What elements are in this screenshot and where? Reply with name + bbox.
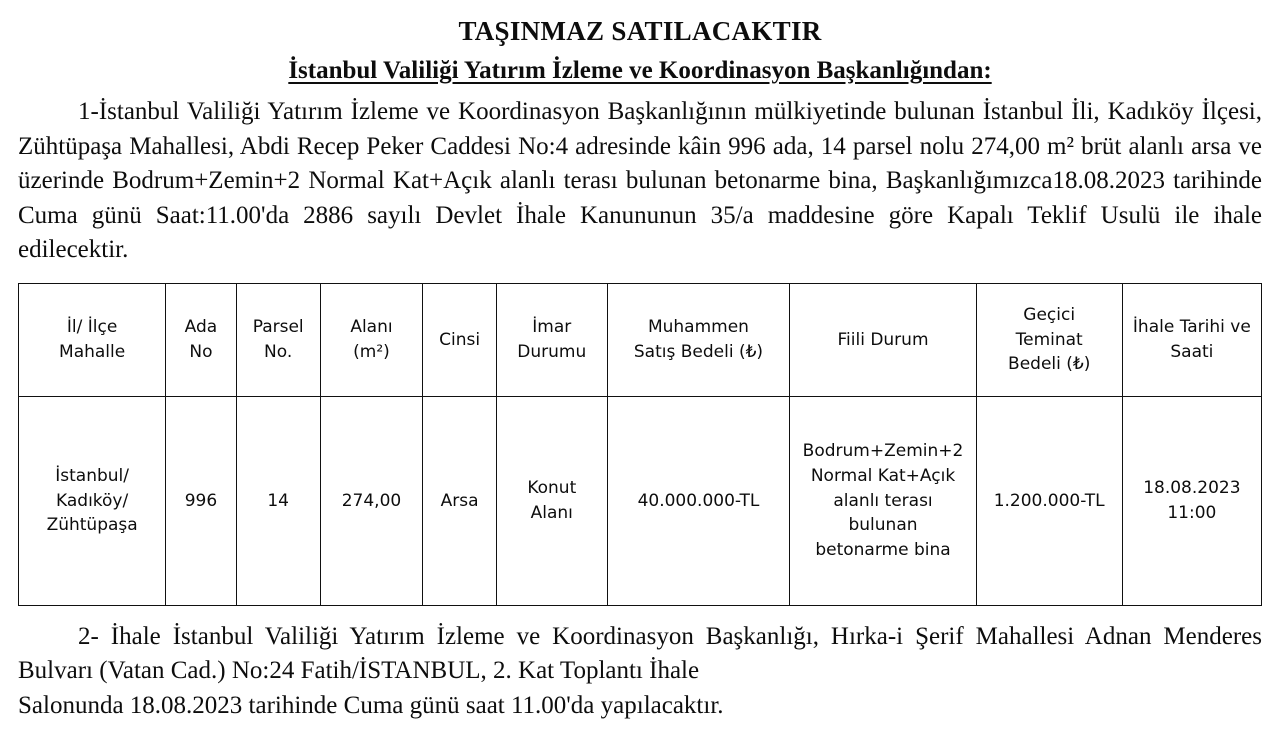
header-line: İl/ İlçe (66, 317, 118, 338)
table-header-fiili-durum (790, 283, 976, 396)
cell-ihale-tarihi-saati (1122, 396, 1261, 605)
cell-gecici-teminat-bedeli (976, 396, 1122, 605)
cell-line: 40.000.000-TL (637, 490, 760, 511)
cell-parsel-no (236, 396, 320, 605)
header-line: İmar (532, 317, 572, 338)
header-line: Bedeli (₺) (1008, 354, 1091, 375)
cell-line: 18.08.2023 (1143, 478, 1241, 499)
cell-alani (320, 396, 422, 605)
cell-line: Konut (527, 478, 577, 499)
page-subtitle: İstanbul Valiliği Yatırım İzleme ve Koordinasyon Başkanlığından: (288, 56, 992, 84)
table-header-alani (320, 283, 422, 396)
header-line: Ada (184, 317, 218, 338)
paragraph-2: 2- İhale İstanbul Valiliği Yatırım İzleme ve Koordinasyon Başkanlığı, Hırka-i Şerif Mahallesi Adnan Menderes Bulvarı (Vatan Cad.) No:24 Fatih/İSTANBUL, 2. Kat Toplantı İhale (18, 622, 1262, 685)
cell-line: Alanı (530, 502, 573, 523)
cell-line: 11:00 (1167, 502, 1217, 523)
cell-ada-no (166, 396, 236, 605)
header-line: No. (264, 341, 293, 362)
cell-line: Kadıköy/ (56, 490, 129, 511)
table-header-gecici-teminat-bedeli (976, 283, 1122, 396)
table-header-muhammen-satis-bedeli (607, 283, 790, 396)
cell-imar-durumu (497, 396, 608, 605)
header-line: Alanı (350, 317, 393, 338)
property-table (18, 283, 1262, 606)
header-line: Muhammen (647, 317, 749, 338)
table-header-cinsi (423, 283, 497, 396)
header-line: Mahalle (59, 341, 126, 362)
cell-muhammen-satis-bedeli (607, 396, 790, 605)
paragraph-1: 1-İstanbul Valiliği Yatırım İzleme ve Koordinasyon Başkanlığının mülkiyetinde bulunan İstanbul İli, Kadıköy İlçesi, Zühtüpaşa Mahallesi, Abdi Recep Peker Caddesi No:4 adresinde kâin 996 ada, 14 parsel nolu 274,00 m² brüt alanlı arsa ve üzerinde Bodrum+Zemin+2 Normal Kat+Açık alanlı terası bulunan betonarme bina, Başkanlığımızca18.08.2023 tarihinde Cuma günü Saat:11.00'da 2886 sayılı Devlet İhale Kanununun 35/a maddesine göre Kapalı Teklif Usulü ile ihale edilecektir. (18, 98, 1262, 264)
table-header-il-ilce-mahalle (19, 283, 166, 396)
table-header-ihale-tarihi-saati (1122, 283, 1261, 396)
cell-line: 996 (184, 490, 218, 511)
header-line: No (189, 341, 213, 362)
cell-line: 14 (267, 490, 289, 511)
cell-fiili-durum (790, 396, 976, 605)
table-header-imar-durumu (497, 283, 608, 396)
document-page (0, 17, 1280, 752)
table-row (19, 396, 1262, 605)
header-line: Fiili Durum (837, 329, 929, 350)
header-line: (m²) (353, 341, 390, 362)
table-header-ada-no (166, 283, 236, 396)
table-header-row (19, 283, 1262, 396)
cell-line: Arsa (440, 490, 479, 511)
cell-line: 274,00 (341, 490, 402, 511)
cell-line: Bodrum+Zemin+2 (802, 441, 964, 462)
cell-il-ilce-mahalle (19, 396, 166, 605)
header-line: Geçici (1023, 304, 1076, 325)
cell-cinsi (423, 396, 497, 605)
header-line: Cinsi (439, 329, 481, 350)
cell-line: İstanbul/ (55, 465, 129, 486)
cell-line: 1.200.000-TL (993, 490, 1105, 511)
cell-line: Zühtüpaşa (46, 515, 138, 536)
header-line: Saati (1170, 341, 1214, 362)
header-line: Satış Bedeli (₺) (633, 341, 764, 362)
cell-line: betonarme bina (815, 539, 951, 560)
paragraph-3-clipped: Salonunda 18.08.2023 tarihinde Cuma günü saat 11.00'da yapılacaktır. (18, 691, 724, 719)
cell-line: Normal Kat+Açık (810, 465, 956, 486)
cell-line: bulunan (848, 515, 918, 536)
header-line: Durumu (517, 341, 587, 362)
header-line: Parsel (252, 317, 304, 338)
page-title: TAŞINMAZ SATILACAKTIR (458, 16, 822, 46)
cell-line: alanlı terası (833, 490, 933, 511)
header-line: Teminat (1015, 329, 1083, 350)
header-line: İhale Tarihi ve (1132, 317, 1251, 338)
table-header-parsel-no (236, 283, 320, 396)
